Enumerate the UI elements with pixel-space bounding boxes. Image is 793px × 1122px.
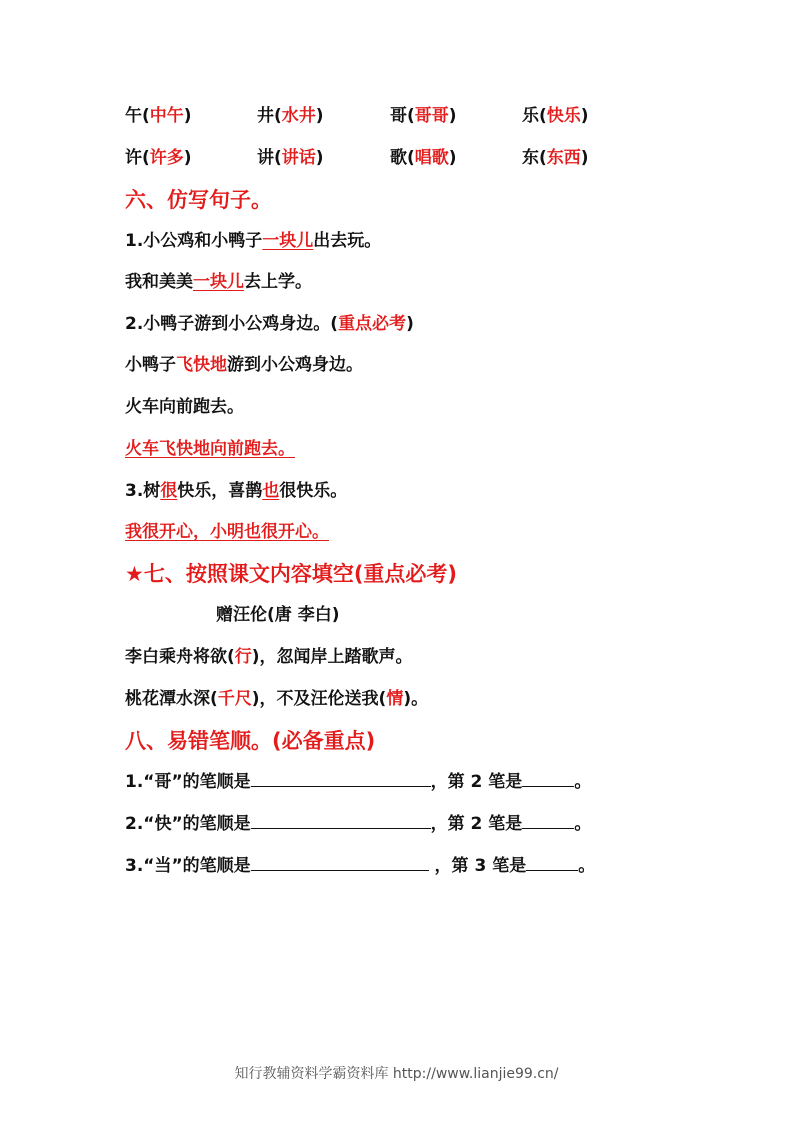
- stroke-order-item: 2.“快”的笔顺是 ，第 2 笔是 。: [125, 814, 592, 834]
- section-6-heading: 六、仿写句子。: [125, 188, 272, 212]
- poem-line-2: 桃花潭水深(千尺)，不及汪伦送我(情)。: [125, 689, 429, 709]
- section-8-heading: 八、易错笔顺。(必备重点): [125, 729, 376, 753]
- sentence-a1: 我和美美一块儿去上学。: [125, 272, 312, 292]
- char-pair: 午(中午): [125, 106, 192, 126]
- sentence-q3: 3.树很快乐，喜鹊也很快乐。: [125, 481, 348, 501]
- sentence-q2: 2.小鸭子游到小公鸡身边。(重点必考): [125, 314, 414, 334]
- char-pair: 哥(哥哥): [390, 106, 457, 126]
- char-pair: 井(水井): [257, 106, 324, 126]
- answer-blank[interactable]: [526, 854, 578, 871]
- stroke-order-item: 3.“当”的笔顺是 ，第 3 笔是 。: [125, 856, 596, 876]
- answer-blank[interactable]: [251, 812, 431, 829]
- answer-blank[interactable]: [251, 770, 431, 787]
- answer-blank[interactable]: [251, 854, 429, 871]
- char-pair: 东(东西): [522, 148, 589, 168]
- sentence-q2b: 火车向前跑去。: [125, 397, 244, 417]
- stroke-order-item: 1.“哥”的笔顺是 ，第 2 笔是 。: [125, 772, 592, 792]
- char-pair: 乐(快乐): [522, 106, 589, 126]
- answer-blank[interactable]: [522, 770, 574, 787]
- char-pair: 歌(唱歌): [390, 148, 457, 168]
- char-pair: 讲(讲话): [257, 148, 324, 168]
- poem-line-1: 李白乘舟将欲(行)，忽闻岸上踏歌声。: [125, 647, 413, 667]
- sentence-q1: 1.小公鸡和小鸭子一块儿出去玩。: [125, 231, 382, 251]
- sentence-a2b: 火车飞快地向前跑去。: [125, 439, 295, 459]
- section-7-heading: ★七、按照课文内容填空(重点必考): [125, 562, 458, 586]
- answer-blank[interactable]: [522, 812, 574, 829]
- sentence-a2: 小鸭子飞快地游到小公鸡身边。: [125, 355, 363, 375]
- footer-watermark: 知行教辅资料学霸资料库 http://www.lianjie99.cn/: [234, 1066, 559, 1082]
- sentence-a3: 我很开心，小明也很开心。: [125, 522, 329, 542]
- char-pair: 许(许多): [125, 148, 192, 168]
- poem-title: 赠汪伦(唐 李白): [216, 605, 340, 625]
